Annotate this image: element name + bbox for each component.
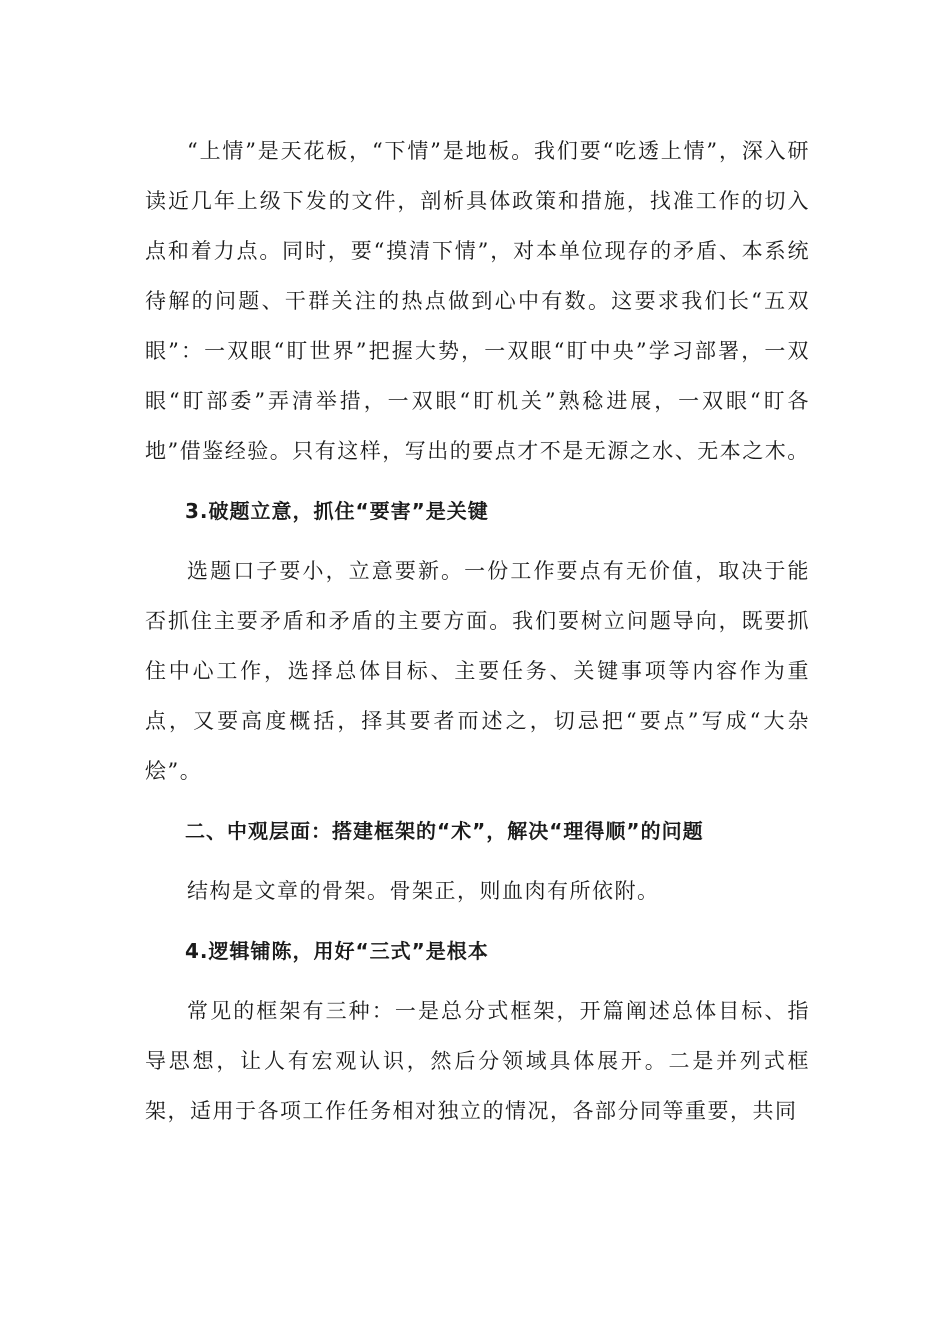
heading-4-logic: 4.逻辑铺陈，用好“三式”是根本 [185,939,489,963]
paragraph-structure-skeleton: 结构是文章的骨架。骨架正，则血肉有所依附。 [187,879,660,903]
paragraph-upper-lower-situation: “上情”是天花板，“下情”是地板。我们要“吃透上情”，深入研读近几年上级下发的文件，剖析具体政策和措施，找准工作的切入点和着力点。同时，要“摸清下情”，对本单位现存的矛盾、本系统待解的问题、干群关注的热点做到心中有数。这要求我们长“五双眼”：一双眼“盯世界”把握大势，一双眼“盯中央”学习部署，一双眼“盯部委”弄清举措，一双眼“盯机关”熟稔进展，一双眼“盯各地”借鉴经验。只有这样，写出的要点才不是无源之水、无本之木。 [145,139,810,463]
document-body [145,126,810,1146]
paragraph-three-frameworks: 常见的框架有三种：一是总分式框架，开篇阐述总体目标、指导思想，让人有宏观认识，然后分领域具体展开。二是并列式框架，适用于各项工作任务相对独立的情况，各部分同等重要，共同 [145,999,810,1123]
paragraph-topic-selection: 选题口子要小，立意要新。一份工作要点有无价值，取决于能否抓住主要矛盾和矛盾的主要方面。我们要树立问题导向，既要抓住中心工作，选择总体目标、主要任务、关键事项等内容作为重点，又要高度概括，择其要者而述之，切忌把“要点”写成“大杂烩”。 [145,559,810,783]
heading-section-two-meso-level: 二、中观层面：搭建框架的“术”，解决“理得顺”的问题 [185,819,704,843]
heading-3-theme: 3.破题立意，抓住“要害”是关键 [185,499,489,523]
